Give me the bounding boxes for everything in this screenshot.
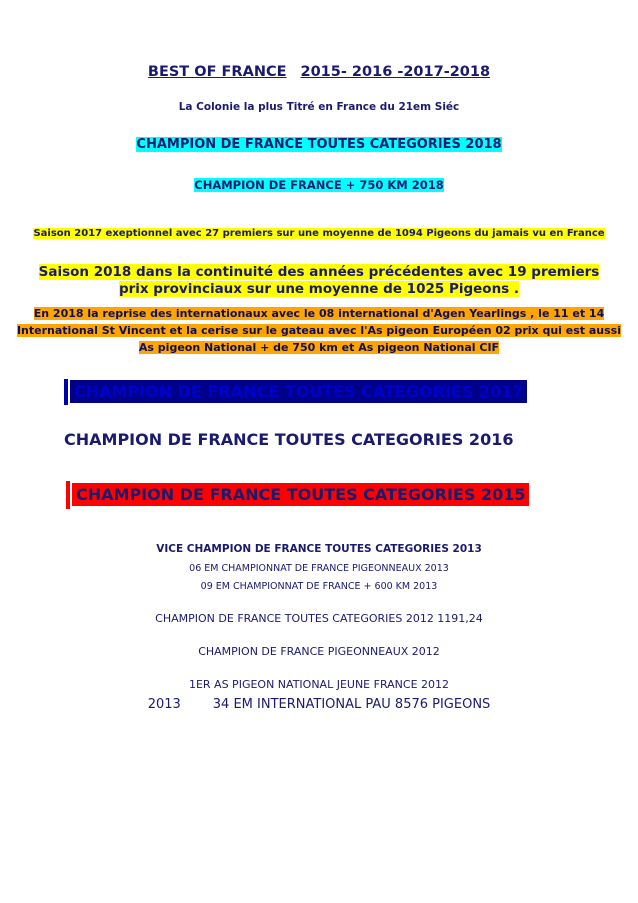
document-title bbox=[0, 64, 638, 80]
pigeonneaux-2013-text: 06 EM CHAMPIONNAT DE FRANCE PIGEONNEAUX 2013 bbox=[189, 563, 449, 574]
subtitle-text: La Colonie la plus Titré en France du 21em Siéc bbox=[178, 101, 460, 113]
champion-2018-banner bbox=[0, 137, 638, 152]
as-jeune-2012-text: 1ER AS PIGEON NATIONAL JEUNE FRANCE 2012 bbox=[188, 678, 450, 691]
banner-bar bbox=[64, 379, 68, 405]
pigeonneaux-2012 bbox=[0, 645, 638, 658]
champion-2015-banner bbox=[66, 481, 529, 509]
saison-2018 bbox=[0, 264, 638, 298]
reprise-2018 bbox=[0, 305, 638, 356]
champion-2017-banner bbox=[64, 379, 527, 405]
vice-champion-2013 bbox=[0, 543, 638, 555]
saison-2017-text: Saison 2017 exeptionnel avec 27 premiers sur une moyenne de 1094 Pigeons du jamais vu en France bbox=[33, 228, 605, 239]
champion-750-banner bbox=[0, 178, 638, 192]
champion-2016-text: CHAMPION DE FRANCE TOUTES CATEGORIES 2016 bbox=[64, 430, 514, 449]
pau-year: 2013 bbox=[147, 697, 181, 712]
title-years: 2015- 2016 -2017-2018 bbox=[300, 64, 491, 80]
toutes-categories-2012 bbox=[0, 612, 638, 625]
pau-2013 bbox=[0, 697, 638, 712]
banner-bar bbox=[66, 481, 70, 509]
pigeonneaux-2012-text: CHAMPION DE FRANCE PIGEONNEAUX 2012 bbox=[198, 645, 440, 658]
plus600-2013-text: 09 EM CHAMPIONNAT DE FRANCE + 600 KM 2013 bbox=[200, 581, 438, 592]
title-text: BEST OF FRANCE bbox=[147, 64, 287, 80]
subtitle bbox=[0, 101, 638, 113]
toutes-categories-2012-text: CHAMPION DE FRANCE TOUTES CATEGORIES 2012 1191,24 bbox=[155, 612, 483, 625]
champion-2018-text: CHAMPION DE FRANCE TOUTES CATEGORIES 2018 bbox=[136, 137, 502, 152]
reprise-2018-text: En 2018 la reprise des internationaux avec le 08 international d'Agen Yearlings , le 11 et 14 International St Vincent et la cerise sur le gateau avec l'As pigeon Européen 02 prix qui est aussi As pigeon National + de 750 km et As pigeon National CIF bbox=[16, 307, 622, 354]
champion-2017-text: CHAMPION DE FRANCE TOUTES CATEGORIES 2017 bbox=[70, 380, 527, 403]
champion-2015-text: CHAMPION DE FRANCE TOUTES CATEGORIES 2015 bbox=[72, 483, 529, 506]
saison-2017 bbox=[0, 228, 638, 239]
champion-750-text: CHAMPION DE FRANCE + 750 KM 2018 bbox=[194, 178, 444, 192]
saison-2018-text: Saison 2018 dans la continuité des années précédentes avec 19 premiers prix provinciaux sur une moyenne de 1025 Pigeons . bbox=[38, 264, 600, 297]
champion-2016-heading bbox=[64, 430, 513, 449]
as-jeune-2012 bbox=[0, 678, 638, 691]
pau-text: 34 EM INTERNATIONAL PAU 8576 PIGEONS bbox=[212, 697, 491, 712]
vice-champion-2013-text: VICE CHAMPION DE FRANCE TOUTES CATEGORIES 2013 bbox=[156, 543, 482, 555]
pigeonneaux-2013 bbox=[0, 563, 638, 574]
plus600-2013 bbox=[0, 581, 638, 592]
